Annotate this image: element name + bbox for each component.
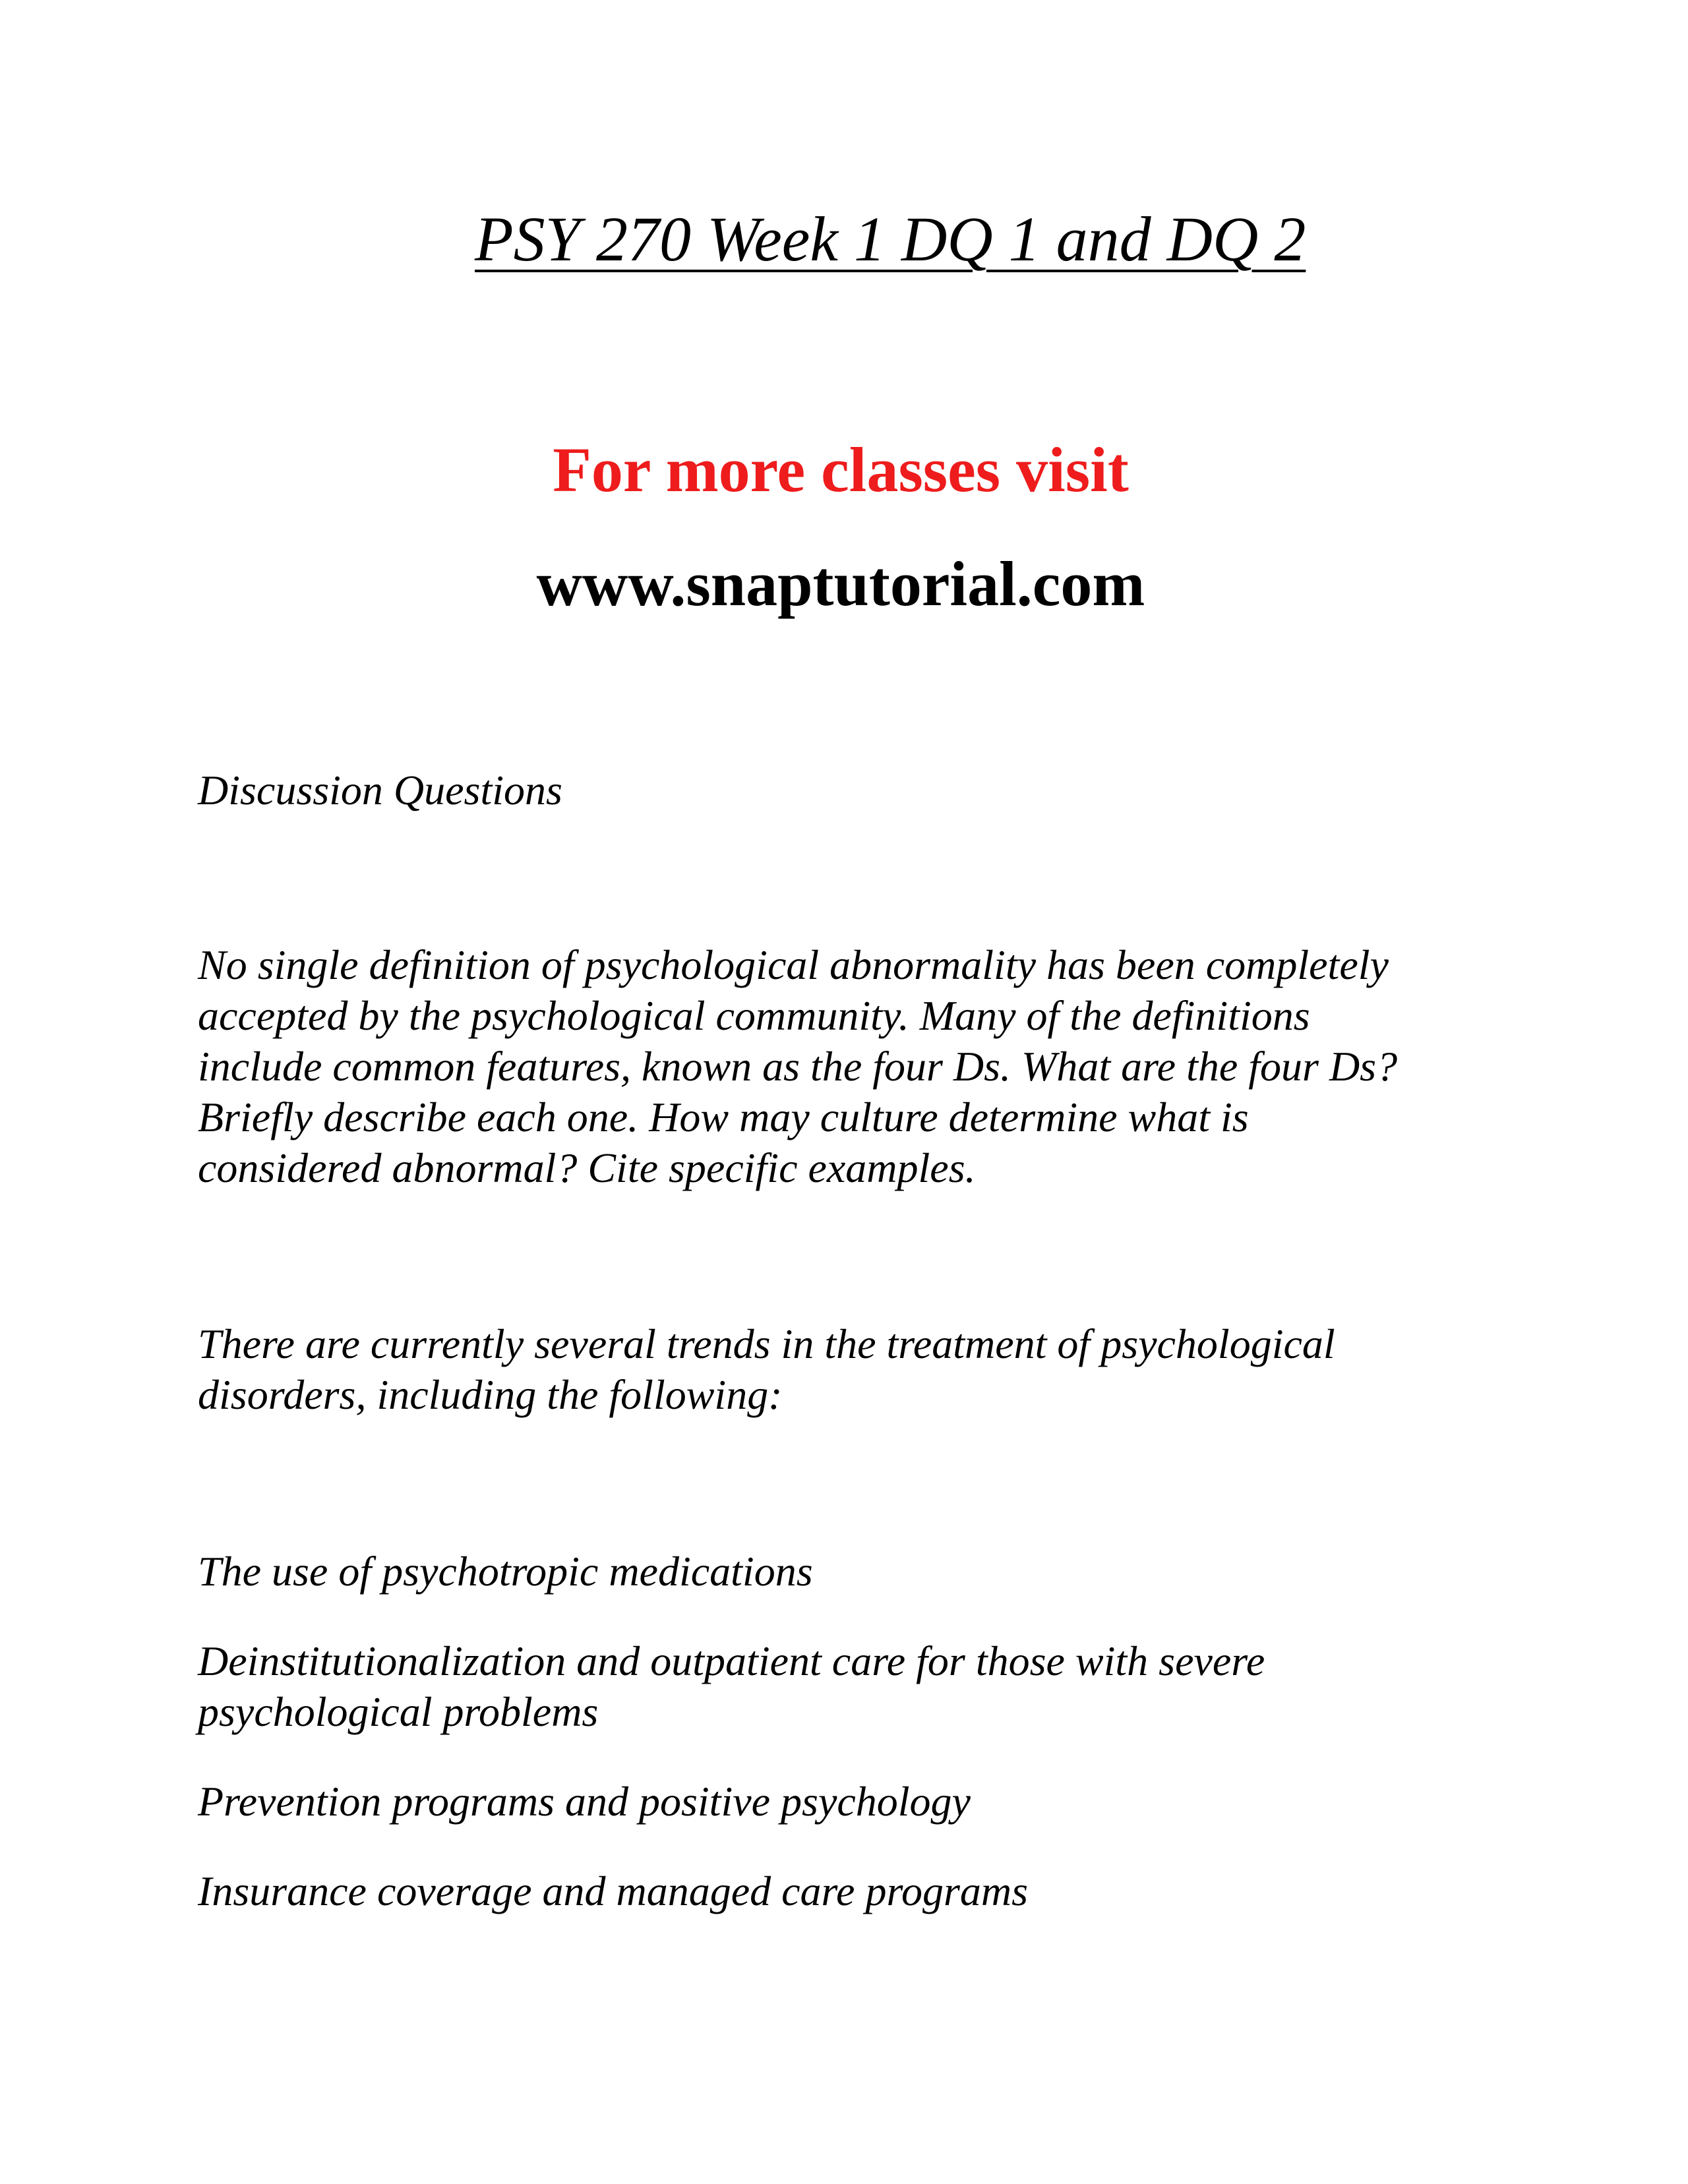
- list-item: Prevention programs and positive psychology: [198, 1778, 971, 1825]
- question-paragraph-1: No single definition of psychological abnormality has been completely accepted by the psychological community. Many of the definitions include common features, known as the four Ds. What are the four Ds? Briefly describe each one. How may culture determine what is considered abnormal? Cite specific examples.: [198, 941, 1398, 1191]
- question-paragraph-2: There are currently several trends in the treatment of psychological disorders, including the following:: [198, 1320, 1335, 1418]
- promo-line-more-classes: For more classes visit: [553, 434, 1129, 505]
- promo-line-website: www.snaptutorial.com: [536, 548, 1145, 620]
- trends-list: [198, 1546, 1517, 1955]
- section-heading: Discussion Questions: [198, 767, 562, 813]
- list-item: Deinstitutionalization and outpatient care for those with severe psychological problems: [198, 1638, 1265, 1735]
- promo-block: [0, 432, 1688, 622]
- list-item: Insurance coverage and managed care programs: [198, 1868, 1028, 1914]
- document-title: PSY 270 Week 1 DQ 1 and DQ 2: [475, 204, 1306, 274]
- list-item: The use of psychotropic medications: [198, 1548, 813, 1595]
